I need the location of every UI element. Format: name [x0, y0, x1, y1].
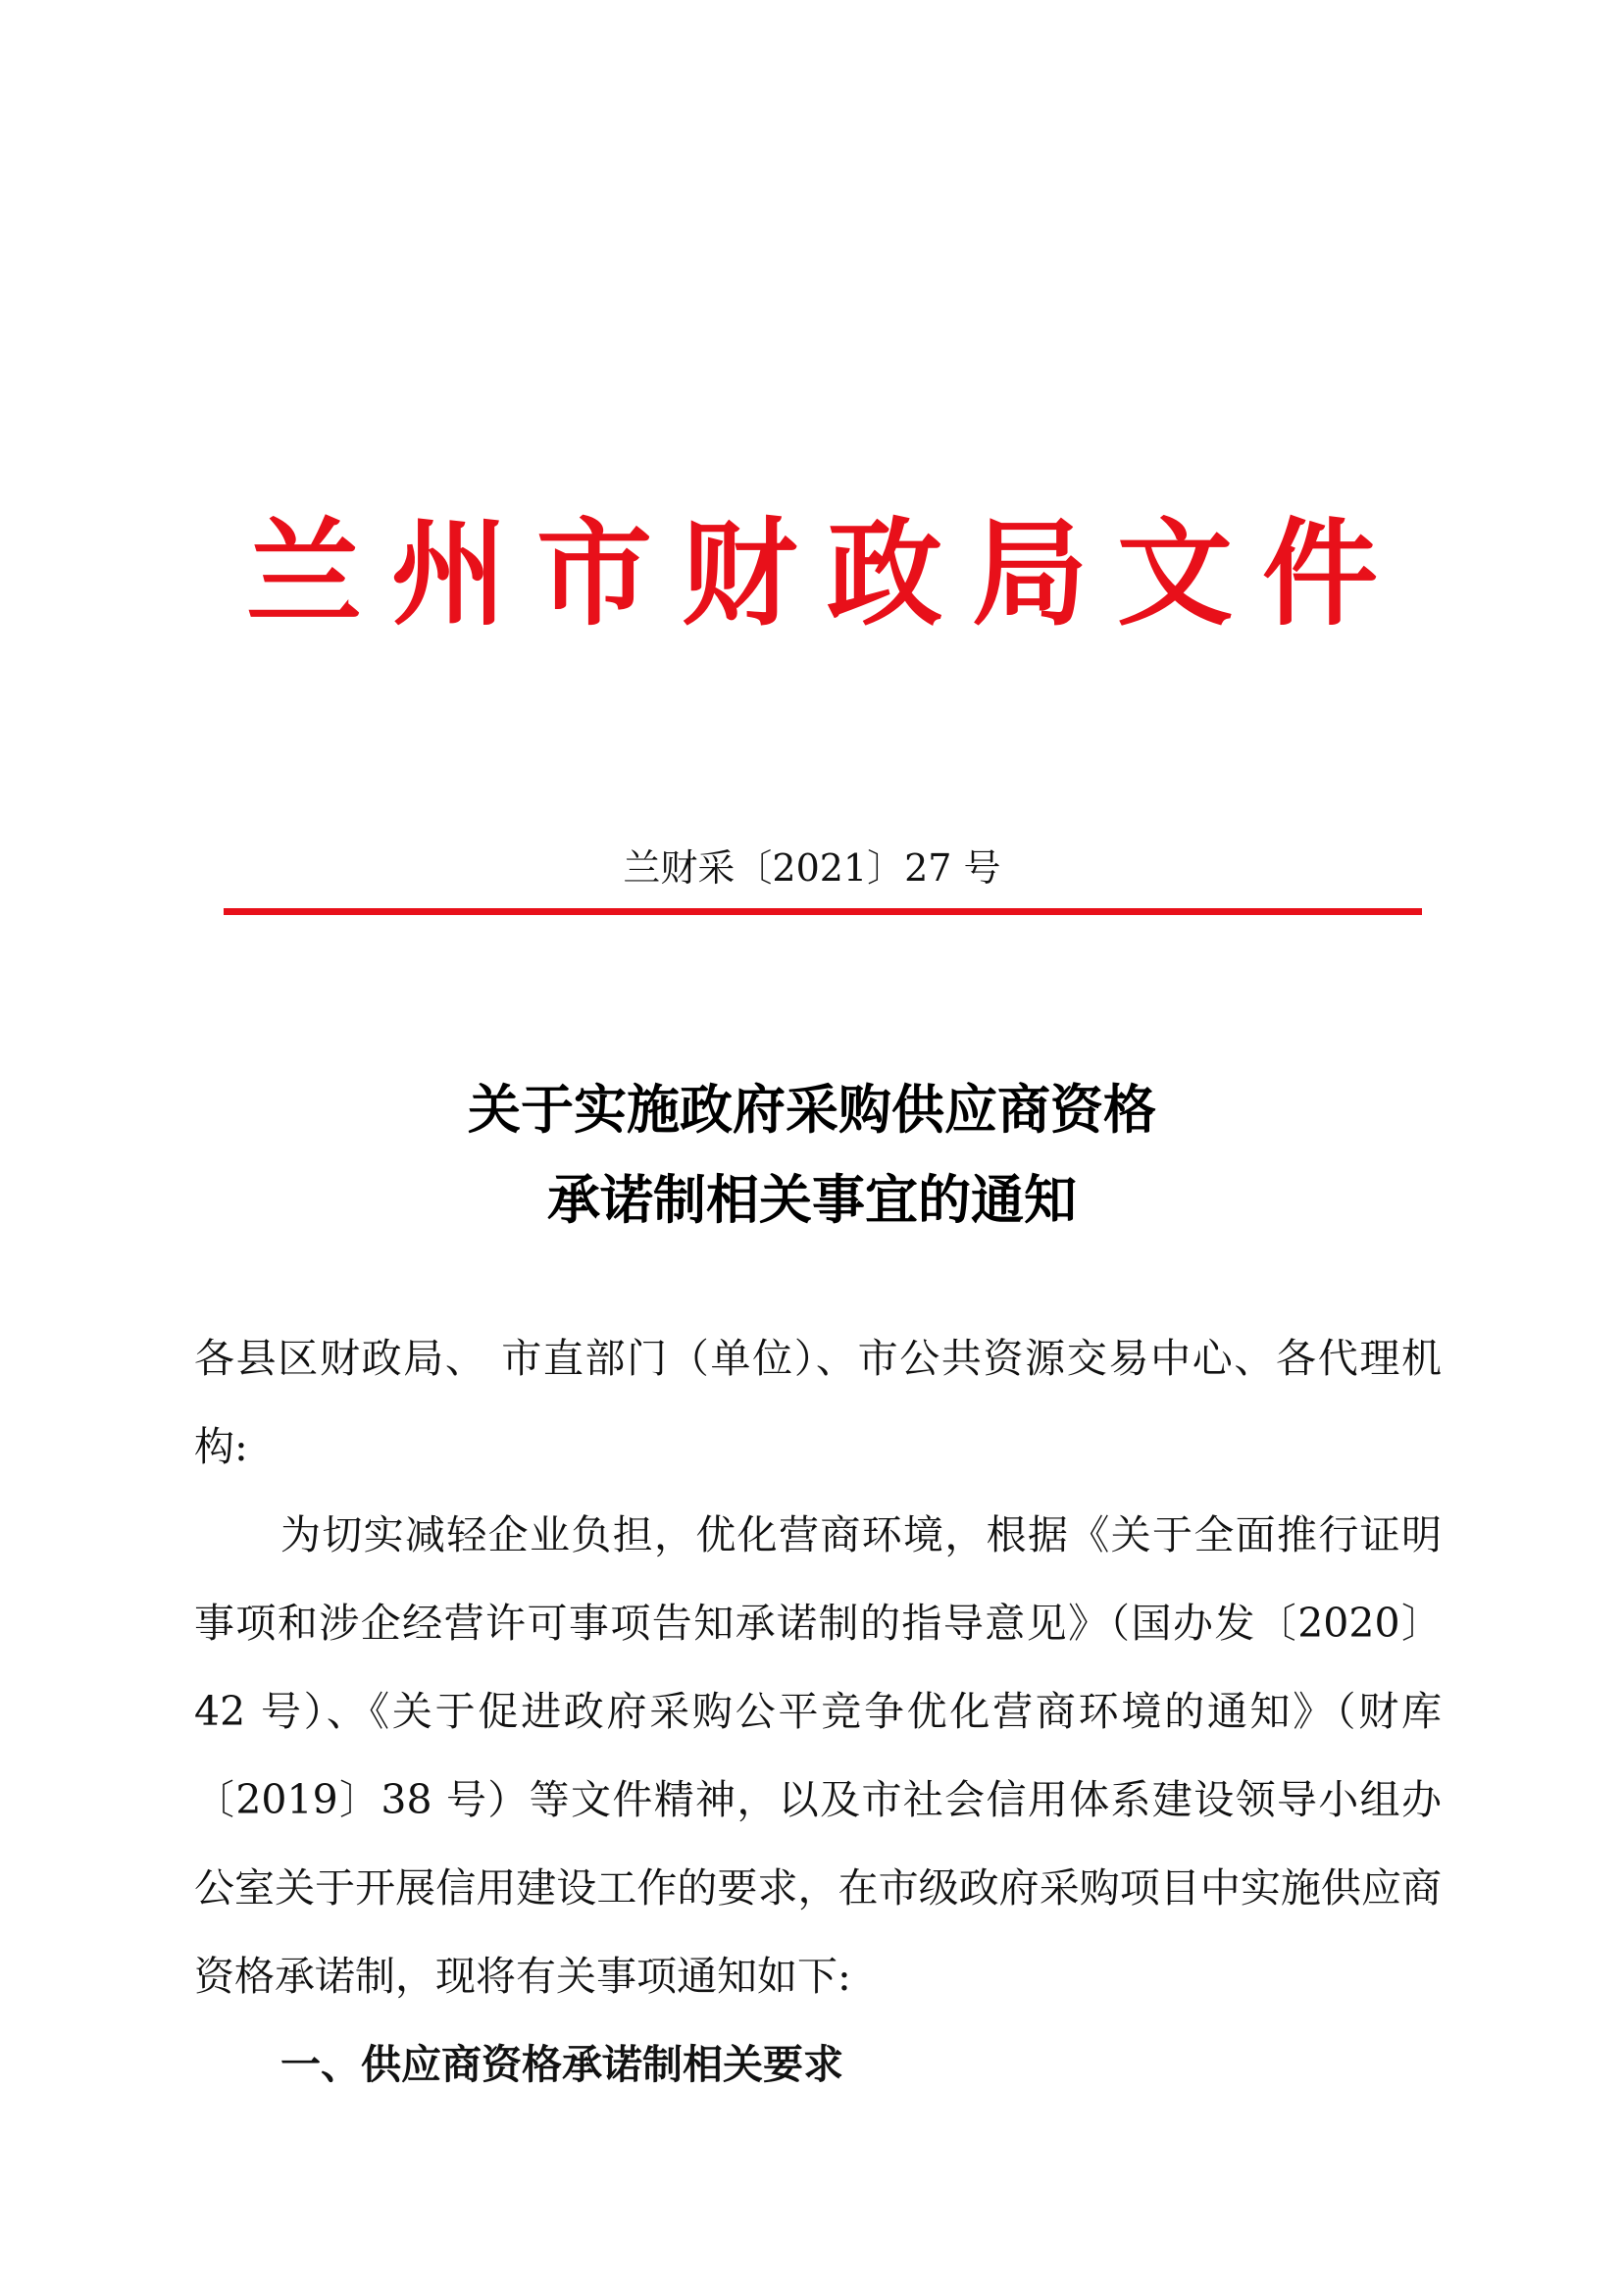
document-body: [194, 1314, 1442, 2109]
body-paragraph: 为切实减轻企业负担，优化营商环境，根据《关于全面推行证明事项和涉企经营许可事项告知承诺制的指导意见》（国办发〔2020〕42 号）、《关于促进政府采购公平竞争优化营商环境的通知》（财库〔2019〕38 号）等文件精神，以及市社会信用体系建设领导小组办公室关于开展信用建设工作的要求，在市级政府采购项目中实施供应商资格承诺制，现将有关事项通知如下:: [194, 1511, 1442, 2000]
addressee-line: 各县区财政局、 市直部门（单位）、市公共资源交易中心、各代理机构:: [194, 1335, 1442, 1470]
section-heading: 一、供应商资格承诺制相关要求: [280, 2041, 843, 2088]
document-number: 兰财采〔2021〕27 号: [623, 846, 1001, 890]
document-title: [0, 1064, 1624, 1245]
issuing-organization-header: 兰州市财政局文件: [245, 505, 1407, 641]
document-title-line-2: 承诺制相关事宜的通知: [547, 1168, 1077, 1231]
red-divider-line: [224, 908, 1422, 915]
document-title-line-1: 关于实施政府采购供应商资格: [468, 1078, 1156, 1141]
